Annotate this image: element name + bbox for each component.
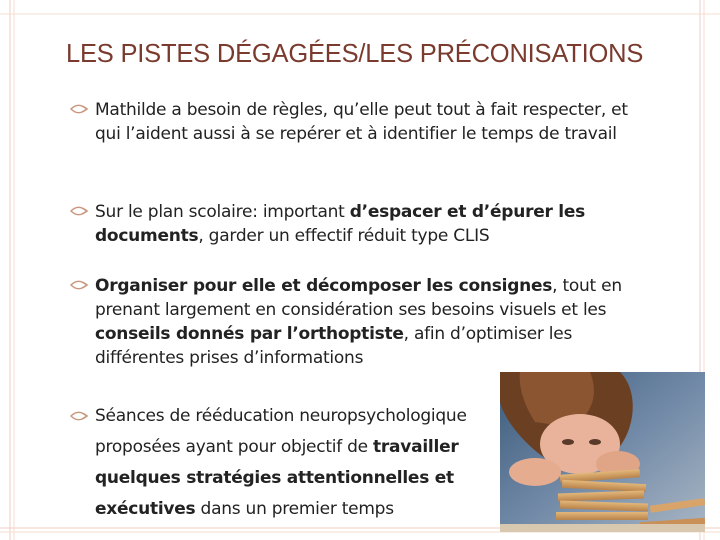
bullet-item <box>70 98 650 146</box>
bullet-text-3: Organiser pour elle et décomposer les consignes, tout en prenant largement en considération ses besoins visuels et les conseils donnés par l’orthoptiste, afin d’optimiser les différentes prises d’informations <box>95 276 622 368</box>
slide-title: LES PISTES DÉGAGÉES/LES PRÉCONISATIONS <box>66 40 644 68</box>
bullet-text-1: Mathilde a besoin de règles, qu’elle peut tout à fait respecter, et qui l’aident aussi à se repérer et à identifier le temps de travail <box>95 100 628 144</box>
bullet-item <box>70 200 650 248</box>
bullet-item <box>70 401 510 525</box>
bullet-text-2: Sur le plan scolaire: important d’espacer et d’épurer les documents, garder un effectif réduit type CLIS <box>95 202 586 246</box>
bullet-arrow-icon <box>70 409 90 423</box>
bullet-text-4: Séances de rééducation neuropsychologique proposées ayant pour objectif de travailler quelques stratégies attentionnelles et exécutives dans un premier temps <box>95 406 467 519</box>
bullet-item <box>70 274 650 370</box>
bullet-arrow-icon <box>70 204 90 218</box>
bullet-arrow-icon <box>70 278 90 292</box>
bullet-arrow-icon <box>70 102 90 116</box>
child-photo <box>500 372 705 532</box>
